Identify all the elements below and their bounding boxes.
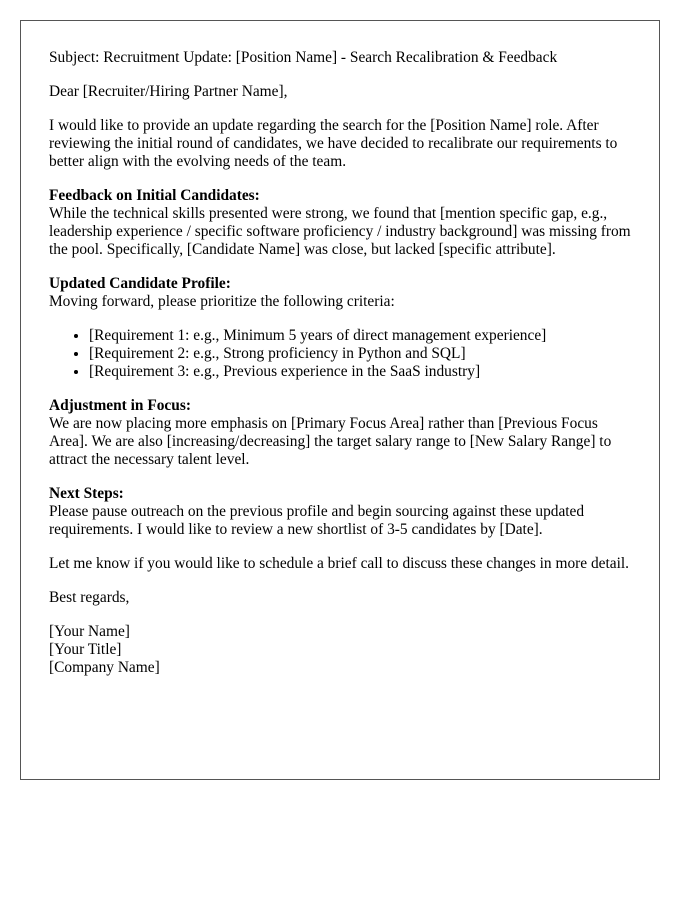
requirement-item: • [Requirement 3: e.g., Previous experience in the SaaS industry] xyxy=(89,363,631,381)
signature-name: [Your Name] xyxy=(49,623,130,640)
requirements-list xyxy=(49,327,631,381)
greeting: Dear [Recruiter/Hiring Partner Name], xyxy=(49,83,288,100)
requirement-item: • [Requirement 1: e.g., Minimum 5 years of direct management experience] xyxy=(89,327,631,345)
letter-page xyxy=(20,20,660,780)
intro-paragraph: I would like to provide an update regarding the search for the [Position Name] role. After reviewing the initial round of candidates, we have decided to recalibrate our requirements to better align with the evolving needs of the team. xyxy=(49,117,618,170)
closing-note: Let me know if you would like to schedule a brief call to discuss these changes in more detail. xyxy=(49,555,629,572)
focus-section xyxy=(49,397,631,469)
profile-body: Moving forward, please prioritize the following criteria: xyxy=(49,293,395,310)
feedback-body: While the technical skills presented were strong, we found that [mention specific gap, e.g., leadership experience / specific software proficiency / industry background] was missing from the pool. Specifically, [Candidate Name] was close, but lacked [specific attribute]. xyxy=(49,205,631,258)
next-steps-heading: Next Steps: xyxy=(49,485,124,502)
requirement-item: • [Requirement 2: e.g., Strong proficiency in Python and SQL] xyxy=(89,345,631,363)
signature-company: [Company Name] xyxy=(49,659,160,676)
focus-body: We are now placing more emphasis on [Primary Focus Area] rather than [Previous Focus Area]. We are also [increasing/decreasing] the target salary range to [New Salary Range] to attract the necessary talent level. xyxy=(49,415,612,468)
signature-block xyxy=(49,623,631,677)
feedback-section xyxy=(49,187,631,259)
profile-section xyxy=(49,275,631,311)
profile-heading: Updated Candidate Profile: xyxy=(49,275,231,292)
next-steps-body: Please pause outreach on the previous profile and begin sourcing against these updated requirements. I would like to review a new shortlist of 3-5 candidates by [Date]. xyxy=(49,503,585,538)
subject-line: Subject: Recruitment Update: [Position Name] - Search Recalibration & Feedback xyxy=(49,49,558,66)
feedback-heading: Feedback on Initial Candidates: xyxy=(49,187,260,204)
next-steps-section xyxy=(49,485,631,539)
signature-title: [Your Title] xyxy=(49,641,122,658)
sign-off: Best regards, xyxy=(49,589,130,606)
focus-heading: Adjustment in Focus: xyxy=(49,397,191,414)
